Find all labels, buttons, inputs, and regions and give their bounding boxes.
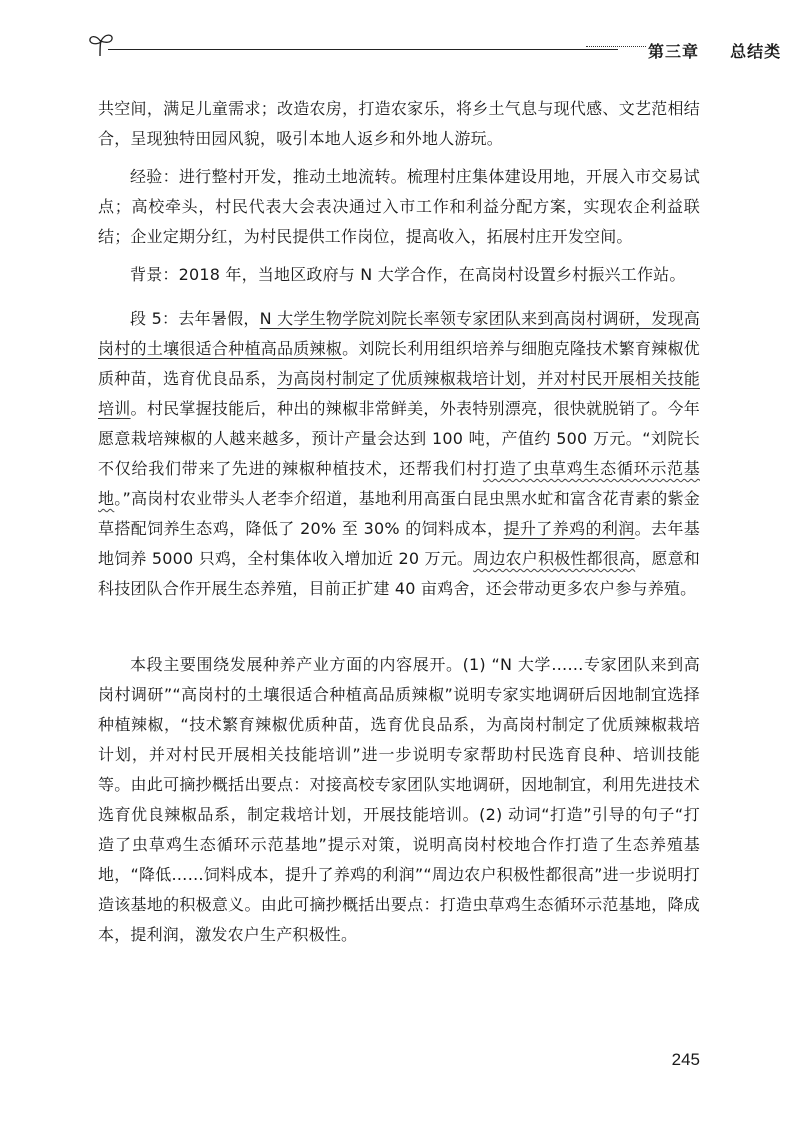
highlight-base: 打造了虫草鸡生态循环示范基地	[98, 459, 700, 508]
case-paragraph	[98, 304, 700, 604]
paragraph-experience: 经验：进行整村开发，推动土地流转。梳理村庄集体建设用地，开展入市交易试点；高校牵头，村民代表大会表决通过入市工作和利益分配方案，实现农企利益联结；企业定期分红，为村民提供工作岗位，提高收入，拓展村庄开发空间。	[98, 167, 700, 246]
case-text-part: 。刘院长利用组织培养与细胞克隆技术繁育辣椒优质种苗，选育优良品系，	[98, 339, 700, 388]
intro-block	[98, 94, 700, 154]
chapter-title	[648, 39, 781, 62]
header-rule	[108, 49, 618, 50]
paragraph-background: 背景：2018 年，当地区政府与 N 大学合作，在高岗村设置乡村振兴工作站。	[130, 265, 686, 284]
background-block	[98, 260, 700, 290]
analysis-text: 本段主要围绕发展种养产业方面的内容展开。(1) “N 大学……专家团队来到高岗村调研”“高岗村的土壤很适合种植高品质辣椒”说明专家实地调研后因地制宜选择种植辣椒，“技术繁育辣椒优质种苗，选育优良品系，为高岗村制定了优质辣椒栽培计划，并对村民开展相关技能培训”进一步说明专家帮助村民选育良种、培训技能等。由此可摘抄概括出要点：对接高校专家团队实地调研，因地制宜，利用先进技术选育优良辣椒品系，制定栽培计划，开展技能培训。(2) 动词“打造”引导的句子“打造了虫草鸡生态循环示范基地”提示对策，说明高岗村校地合作打造了生态养殖基地，“降低……饲料成本，提升了养鸡的利润”“周边农户积极性都很高”进一步说明打造该基地的积极意义。由此可摘抄概括出要点：打造虫草鸡生态循环示范基地，降成本，提利润，激发农户生产积极性。	[98, 655, 700, 944]
case-text-part: ，	[521, 369, 538, 388]
chapter-number: 第三章	[648, 42, 700, 61]
sprout-icon	[86, 30, 116, 60]
highlight-plan: 为高岗村制定了优质辣椒栽培计划	[276, 369, 522, 388]
highlight-survey: N 大学生物学院刘院长率领专家团队来到高岗村调研，发现高岗村的土壤很适合种植高品质辣椒	[98, 309, 700, 358]
case-text-part: ，愿意和科技团队合作开展生态养殖，目前正扩建 40 亩鸡舍，还会带动更多农户参与养殖。	[98, 549, 700, 598]
case-text-part: 。去年基地饲养 5000 只鸡，全村集体收入增加近 20 万元。	[98, 519, 700, 568]
running-header	[86, 30, 782, 70]
highlight-training: 并对村民开展相关技能培训	[98, 369, 700, 418]
case-label: 段 5：去年暑假，	[130, 309, 260, 328]
header-rule-dots	[586, 46, 646, 53]
experience-block	[98, 162, 700, 252]
analysis-block	[98, 650, 700, 950]
case-text-part: 。村民掌握技能后，种出的辣椒非常鲜美，外表特别漂亮，很快就脱销了。今年愿意栽培辣椒的人越来越多，预计产量会达到 100 吨，产值约 500 万元。“刘院长不仅给我们带来了先进的辣椒种植技术，还帮我们村	[98, 399, 700, 478]
case-text	[98, 304, 700, 604]
case-text-part: 。”高岗村农业带头人老李介绍道，基地利用高蛋白昆虫黑水虻和富含花青素的紫金草搭配饲养生态鸡，降低了 20% 至 30% 的饲料成本，	[98, 489, 700, 538]
highlight-enthusiasm: 周边农户积极性都很高	[473, 549, 636, 568]
section-name: 总结类	[730, 42, 782, 61]
page-number: 245	[671, 1050, 700, 1069]
paragraph-continued: 共空间，满足儿童需求；改造农房，打造农家乐，将乡土气息与现代感、文艺范相结合，呈现独特田园风貌，吸引本地人返乡和外地人游玩。	[98, 99, 700, 148]
highlight-profit: 提升了养鸡的利润	[503, 519, 635, 538]
